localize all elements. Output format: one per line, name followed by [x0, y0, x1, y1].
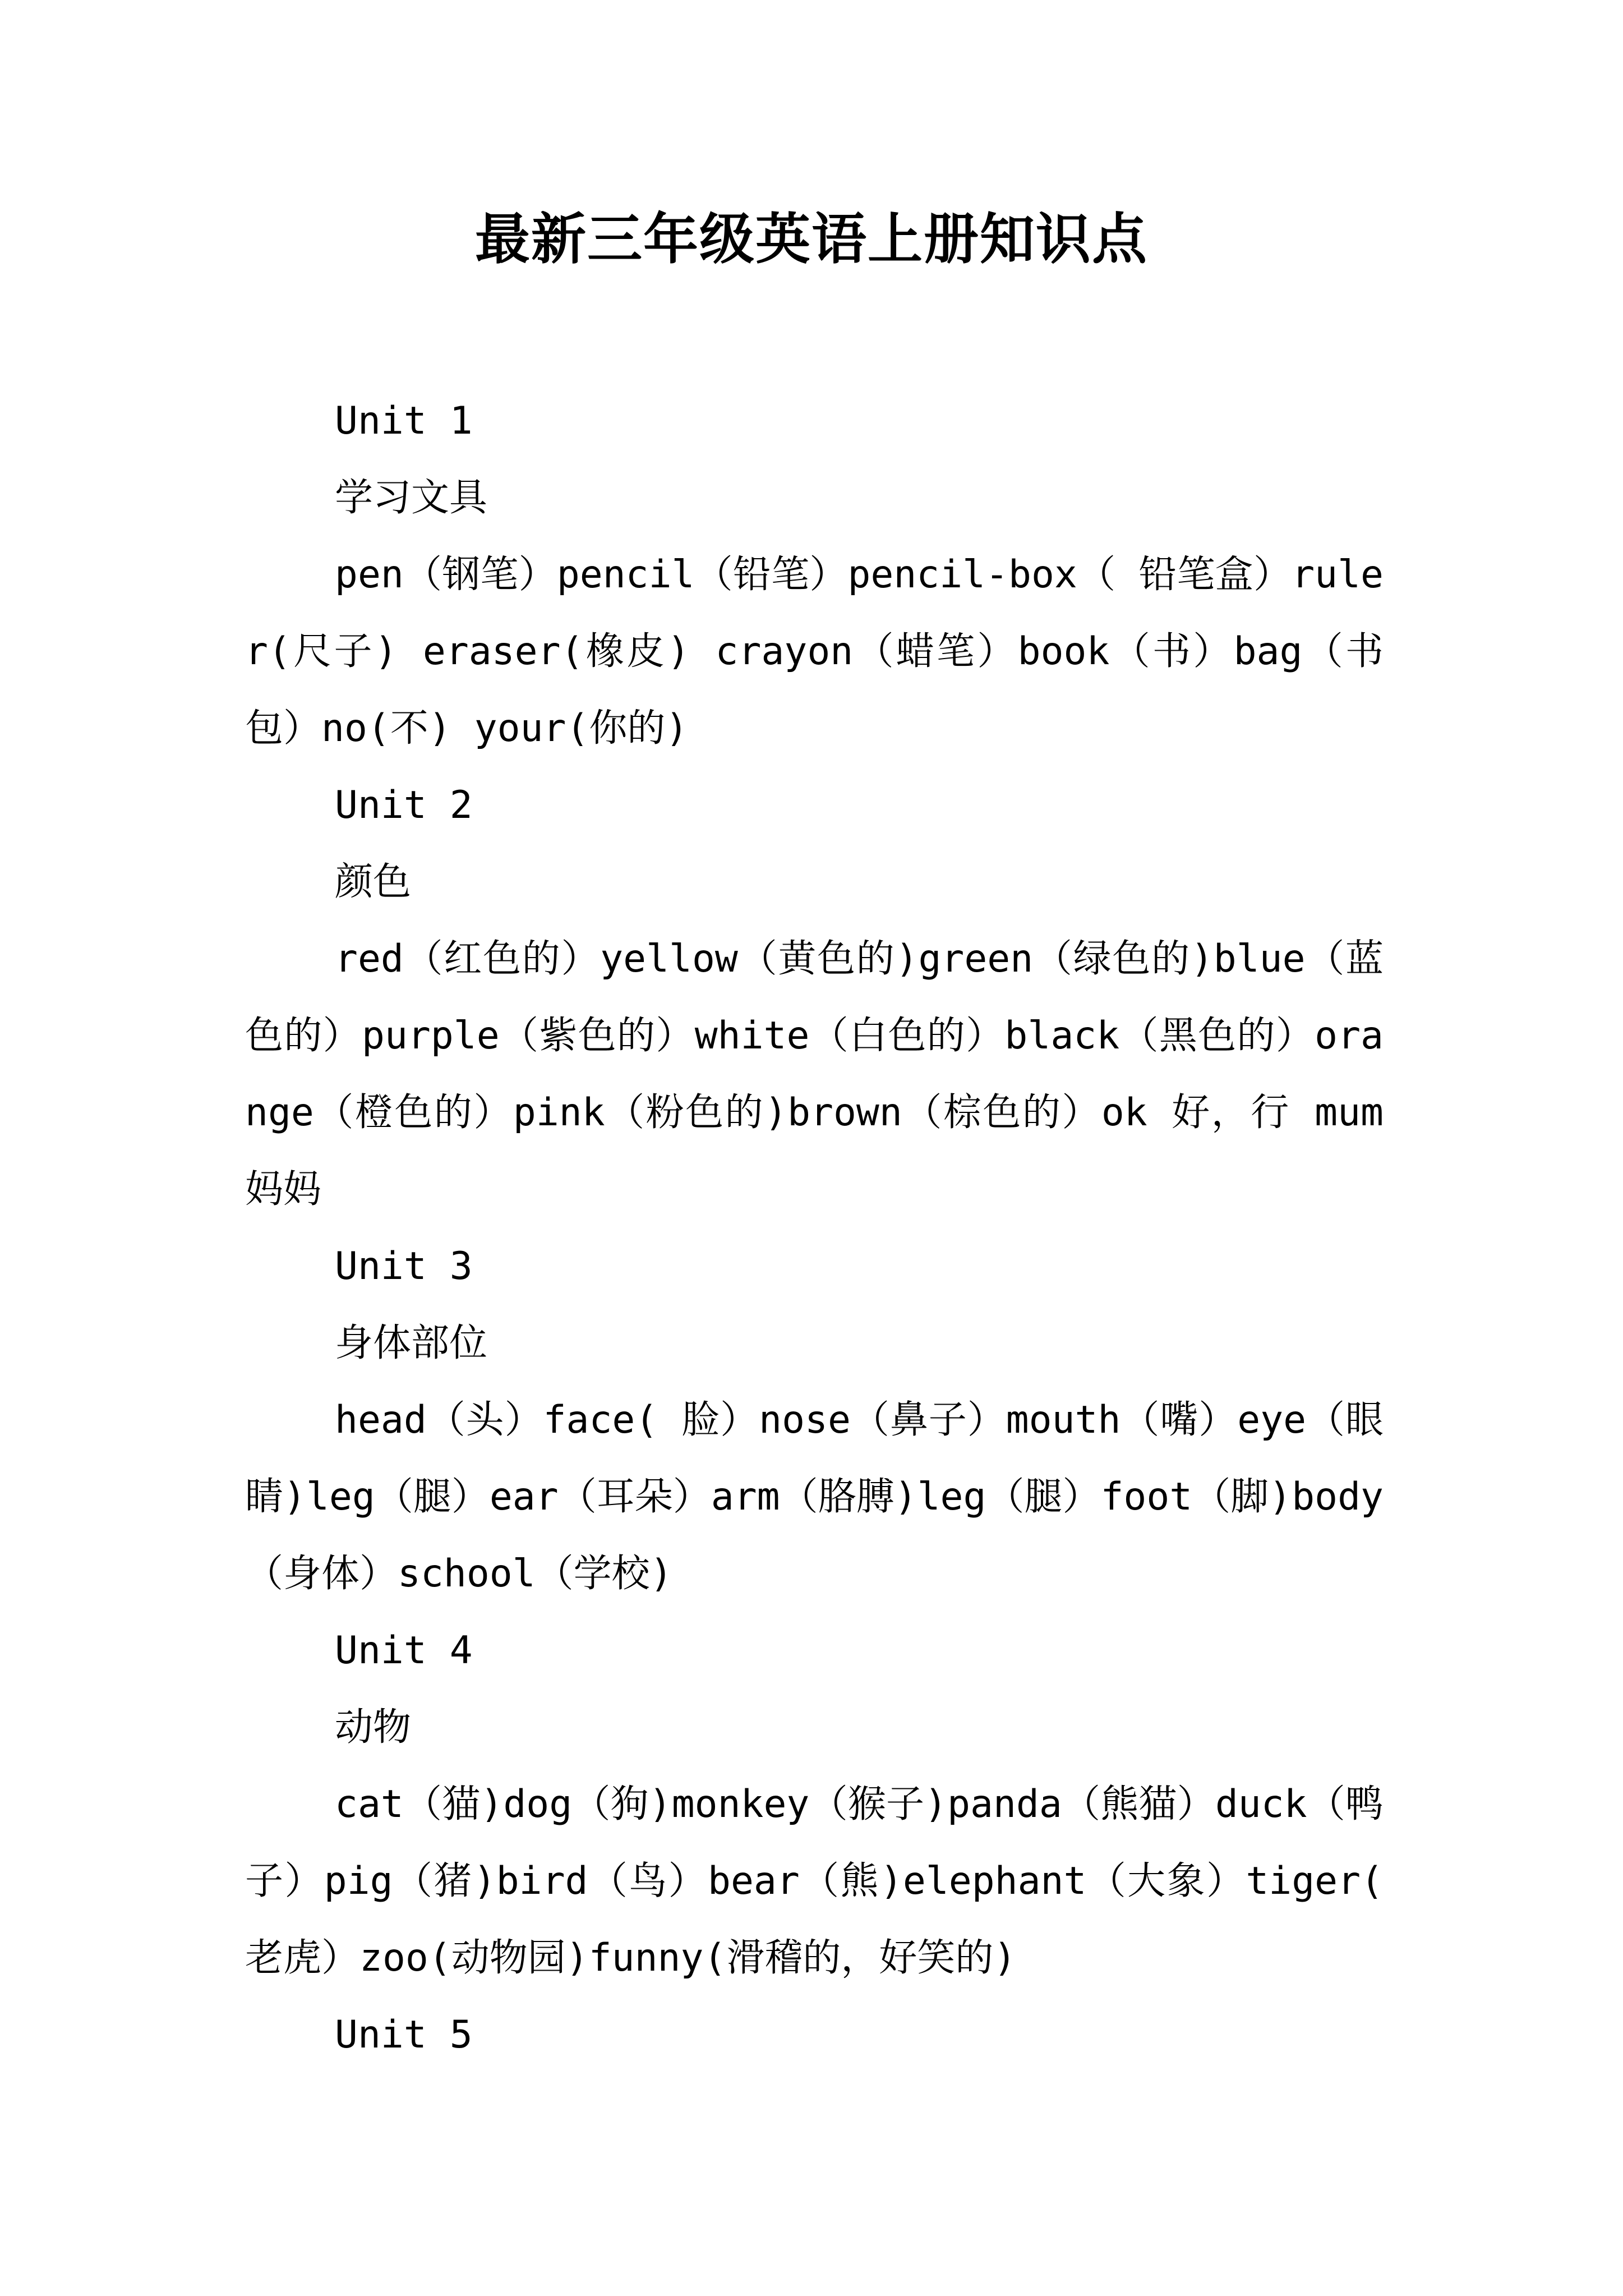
unit-2-heading: Unit 2	[335, 783, 473, 827]
unit-2-topic: 颜色	[335, 860, 412, 904]
unit-4-heading: Unit 4	[335, 1628, 473, 1673]
unit-1-topic: 学习文具	[335, 476, 488, 520]
document-body	[245, 383, 1384, 2073]
unit-2-vocab: red（红色的）yellow（黄色的)green（绿色的)blue（蓝色的）purple（紫色的）white（白色的）black（黑色的）orange（橙色的）pink（粉色的)brown（棕色的）ok 好，行 mum 妈妈	[245, 937, 1384, 1212]
unit-5-heading: Unit 5	[335, 2013, 473, 2057]
unit-1-vocab: pen（钢笔）pencil（铅笔）pencil-box（ 铅笔盒）ruler(尺子) eraser(橡皮) crayon（蜡笔）book（书）bag（书包）no(不) your(你的)	[245, 553, 1384, 751]
unit-4-topic: 动物	[335, 1705, 412, 1750]
unit-3-vocab: head（头）face( 脸）nose（鼻子）mouth（嘴）eye（眼睛)leg（腿）ear（耳朵）arm（胳膊)leg（腿）foot（脚)body（身体）school（学校)	[245, 1398, 1384, 1596]
unit-3-heading: Unit 3	[335, 1244, 473, 1289]
page-title: 最新三年级英语上册知识点	[474, 207, 1148, 272]
unit-3-topic: 身体部位	[335, 1321, 488, 1365]
unit-1-heading: Unit 1	[335, 399, 473, 443]
unit-4-vocab: cat（猫)dog（狗)monkey（猴子)panda（熊猫）duck（鸭子）pig（猪)bird（鸟）bear（熊)elephant（大象）tiger( 老虎）zoo(动物园)funny(滑稽的，好笑的)	[245, 1782, 1384, 1980]
